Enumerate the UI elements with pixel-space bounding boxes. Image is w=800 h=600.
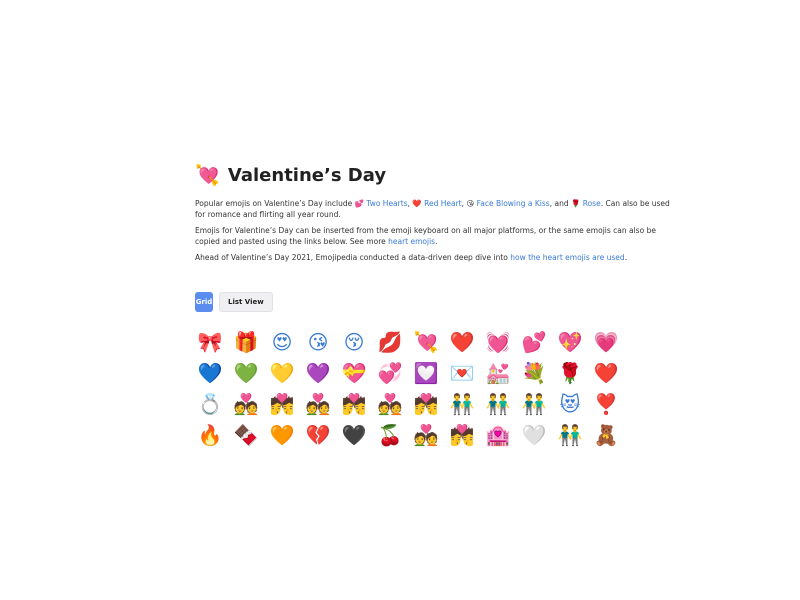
link-heart-emojis[interactable]: heart emojis — [388, 237, 436, 246]
emoji-cell[interactable]: ❤️ — [593, 361, 619, 385]
emoji-cell[interactable]: 💋 — [377, 330, 403, 354]
emoji-cell[interactable]: 💖 — [557, 330, 583, 354]
emoji-cell[interactable]: 👬 — [449, 392, 475, 416]
view-toggle — [195, 292, 273, 312]
article — [195, 160, 670, 263]
emoji-cell[interactable]: 💏 — [413, 392, 439, 416]
emoji-cell[interactable]: 👬 — [557, 423, 583, 447]
emoji-cell[interactable]: 💏 — [269, 392, 295, 416]
two-hearts-icon: 💕 — [354, 199, 364, 208]
emoji-cell[interactable]: 💓 — [485, 330, 511, 354]
emoji-cell[interactable]: 💑 — [305, 392, 331, 416]
deep-dive-paragraph: Ahead of Valentine’s Day 2021, Emojipedia conducted a data-driven deep dive into how the heart emojis are used. — [195, 253, 628, 262]
intro-paragraph: Popular emojis on Valentine’s Day include 💕 Two Hearts, ❤️ Red Heart, 😘 Face Blowing a Kiss, and 🌹 Rose. Can also be used for romance and flirting all year round. — [195, 199, 670, 219]
emoji-cell[interactable]: 💝 — [341, 361, 367, 385]
emoji-cell[interactable]: 💚 — [233, 361, 259, 385]
emoji-cell[interactable]: 💙 — [197, 361, 223, 385]
grid-view-button[interactable]: Grid — [195, 292, 213, 312]
emoji-cell[interactable]: 💗 — [593, 330, 619, 354]
rose-icon: 🌹 — [570, 199, 581, 208]
emoji-cell[interactable]: 🍫 — [233, 423, 259, 447]
list-view-button[interactable]: List View — [219, 292, 273, 312]
emoji-cell[interactable]: 😻 — [559, 392, 581, 416]
insert-paragraph: Emojis for Valentine’s Day can be inserted from the emoji keyboard on all major platforms, or the same emojis can also be copied and pasted using the links below. See more heart emojis. — [195, 226, 656, 246]
emoji-cell[interactable]: 💒 — [485, 361, 511, 385]
emoji-cell[interactable]: 👬 — [485, 392, 511, 416]
face-blowing-kiss-icon: 😘 — [466, 199, 475, 208]
emoji-cell[interactable]: 💛 — [269, 361, 295, 385]
emoji-cell[interactable]: 😍 — [271, 330, 293, 354]
emoji-cell[interactable]: 🎁 — [233, 330, 259, 354]
emoji-cell[interactable]: 😘 — [307, 330, 329, 354]
link-face-blowing-a-kiss[interactable]: Face Blowing a Kiss — [476, 199, 550, 208]
emoji-cell[interactable]: 💌 — [449, 361, 475, 385]
emoji-cell[interactable]: 🏩 — [485, 423, 511, 447]
emoji-cell[interactable]: 💕 — [521, 330, 547, 354]
emoji-cell[interactable]: 🔥 — [197, 423, 223, 447]
emoji-cell[interactable]: 👬 — [521, 392, 547, 416]
emoji-grid — [195, 330, 655, 447]
emoji-cell[interactable]: 💘 — [413, 330, 439, 354]
emoji-cell[interactable]: 🤍 — [521, 423, 547, 447]
emoji-cell[interactable]: 🌹 — [557, 361, 583, 385]
emoji-cell[interactable]: 💔 — [305, 423, 331, 447]
emoji-cell[interactable]: 💑 — [233, 392, 259, 416]
emoji-cell[interactable]: 🖤 — [341, 423, 367, 447]
emoji-cell[interactable]: 💏 — [341, 392, 367, 416]
emoji-cell[interactable]: 💐 — [521, 361, 547, 385]
emoji-cell[interactable]: ❣️ — [593, 392, 619, 416]
emoji-cell[interactable]: 🍒 — [377, 423, 403, 447]
emoji-cell[interactable]: 💑 — [377, 392, 403, 416]
emoji-cell[interactable]: 🧸 — [593, 423, 619, 447]
emoji-cell[interactable]: 💞 — [377, 361, 403, 385]
emoji-cell[interactable]: 💟 — [413, 361, 439, 385]
emoji-cell[interactable]: 😚 — [343, 330, 365, 354]
red-heart-icon: ❤️ — [412, 199, 422, 208]
link-red-heart[interactable]: Red Heart — [424, 199, 462, 208]
page-title: Valentine’s Day — [227, 164, 387, 186]
heart-with-arrow-icon: 💘 — [195, 163, 220, 187]
emoji-cell[interactable]: 💍 — [197, 392, 223, 416]
emoji-cell[interactable]: 🧡 — [269, 423, 295, 447]
emoji-cell[interactable]: 💜 — [305, 361, 331, 385]
link-heart-emoji-usage[interactable]: how the heart emojis are used — [510, 253, 625, 262]
link-two-hearts[interactable]: Two Hearts — [366, 199, 408, 208]
link-rose[interactable]: Rose — [582, 199, 601, 208]
emoji-cell[interactable]: 💑 — [413, 423, 439, 447]
emoji-cell[interactable]: 🎀 — [197, 330, 223, 354]
header — [195, 160, 670, 190]
emoji-cell[interactable]: 💏 — [449, 423, 475, 447]
emoji-cell[interactable]: ❤️ — [449, 330, 475, 354]
